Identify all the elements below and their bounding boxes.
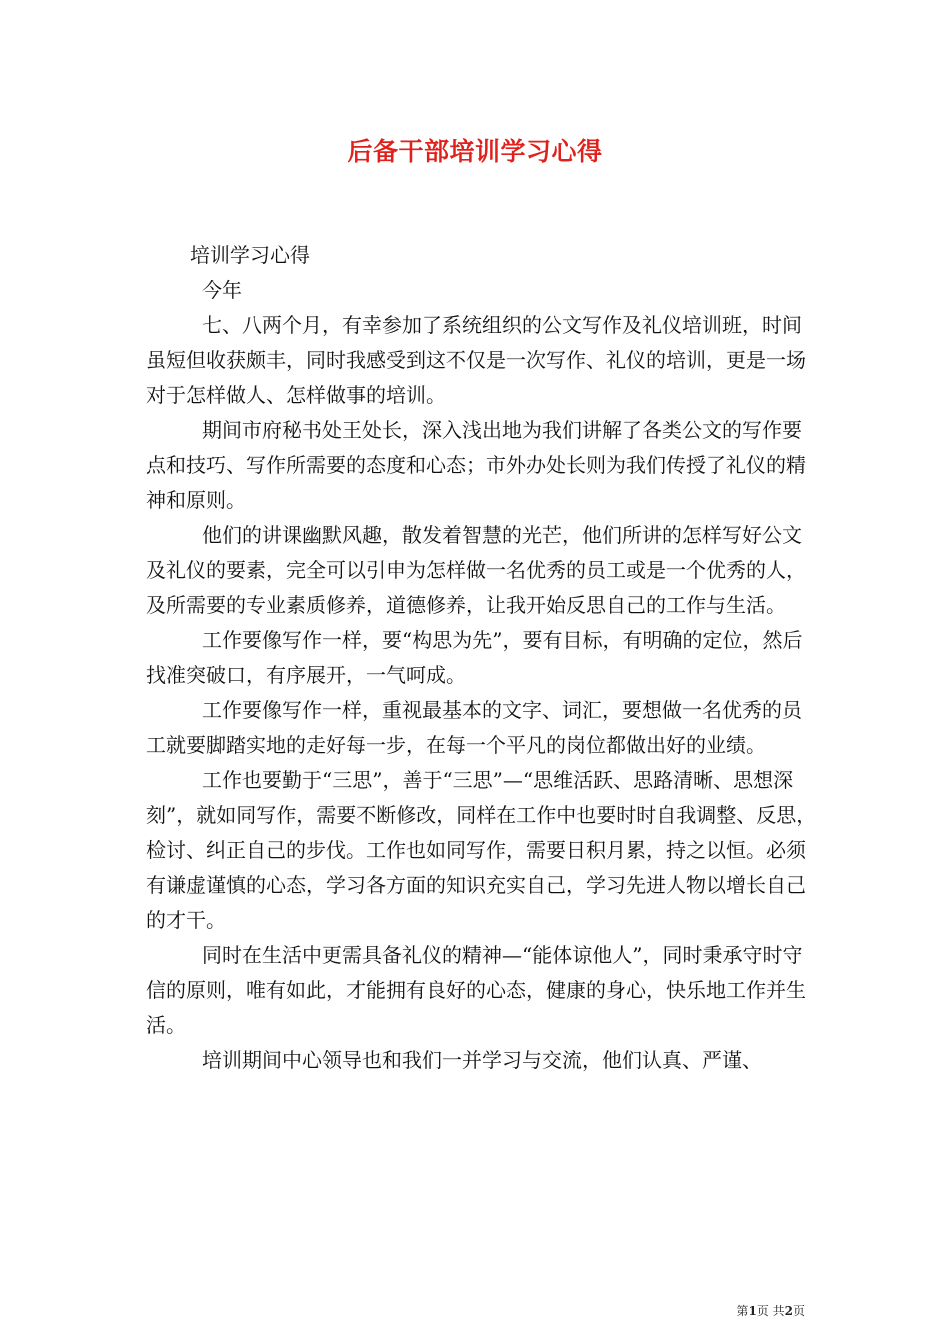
current-page-number: 1 — [748, 1304, 757, 1318]
document-body — [146, 238, 818, 1078]
total-pages-number: 2 — [784, 1304, 793, 1318]
paragraph: 工作也要勤于“三思”，善于“三思”—“思维活跃、思路清晰、思想深刻”，就如同写作，需要不断修改，同样在工作中也要时时自我调整、反思，检讨、纠正自己的步伐。工作也如同写作，需要日积月累，持之以恒。必须有谦虚谨慎的心态，学习各方面的知识充实自己，学习先进人物以增长自己的才干。 — [146, 768, 817, 932]
footer-prefix: 第 — [736, 1304, 749, 1318]
paragraph: 工作要像写作一样，重视最基本的文字、词汇，要想做一名优秀的员工就要脚踏实地的走好每一步，在每一个平凡的岗位都做出好的业绩。 — [146, 698, 802, 757]
paragraph: 他们的讲课幽默风趣，散发着智慧的光芒，他们所讲的怎样写好公文及礼仪的要素，完全可以引申为怎样做一名优秀的员工或是一个优秀的人，及所需要的专业素质修养，道德修养，让我开始反思自己的工作与生活。 — [146, 523, 806, 617]
document-subtitle: 培训学习心得 — [190, 243, 310, 267]
opening-line: 今年 — [202, 278, 242, 302]
paragraph: 七、八两个月，有幸参加了系统组织的公文写作及礼仪培训班，时间虽短但收获颇丰，同时我感受到这不仅是一次写作、礼仪的培训，更是一场对于怎样做人、怎样做事的培训。 — [146, 313, 806, 407]
paragraph: 期间市府秘书处王处长，深入浅出地为我们讲解了各类公文的写作要点和技巧、写作所需要的态度和心态；市外办处长则为我们传授了礼仪的精神和原则。 — [146, 418, 806, 512]
footer-suffix: 页 — [792, 1304, 805, 1318]
paragraph: 工作要像写作一样，要“构思为先”，要有目标，有明确的定位，然后找准突破口，有序展开，一气呵成。 — [146, 628, 803, 687]
page-footer — [736, 1302, 805, 1319]
paragraph: 培训期间中心领导也和我们一并学习与交流，他们认真、严谨、 — [202, 1048, 762, 1072]
footer-middle: 页 共 — [756, 1304, 785, 1318]
paragraph: 同时在生活中更需具备礼仪的精神—“能体谅他人”，同时秉承守时守信的原则，唯有如此，才能拥有良好的心态，健康的身心，快乐地工作并生活。 — [146, 943, 806, 1037]
document-title: 后备干部培训学习心得 — [347, 137, 603, 166]
